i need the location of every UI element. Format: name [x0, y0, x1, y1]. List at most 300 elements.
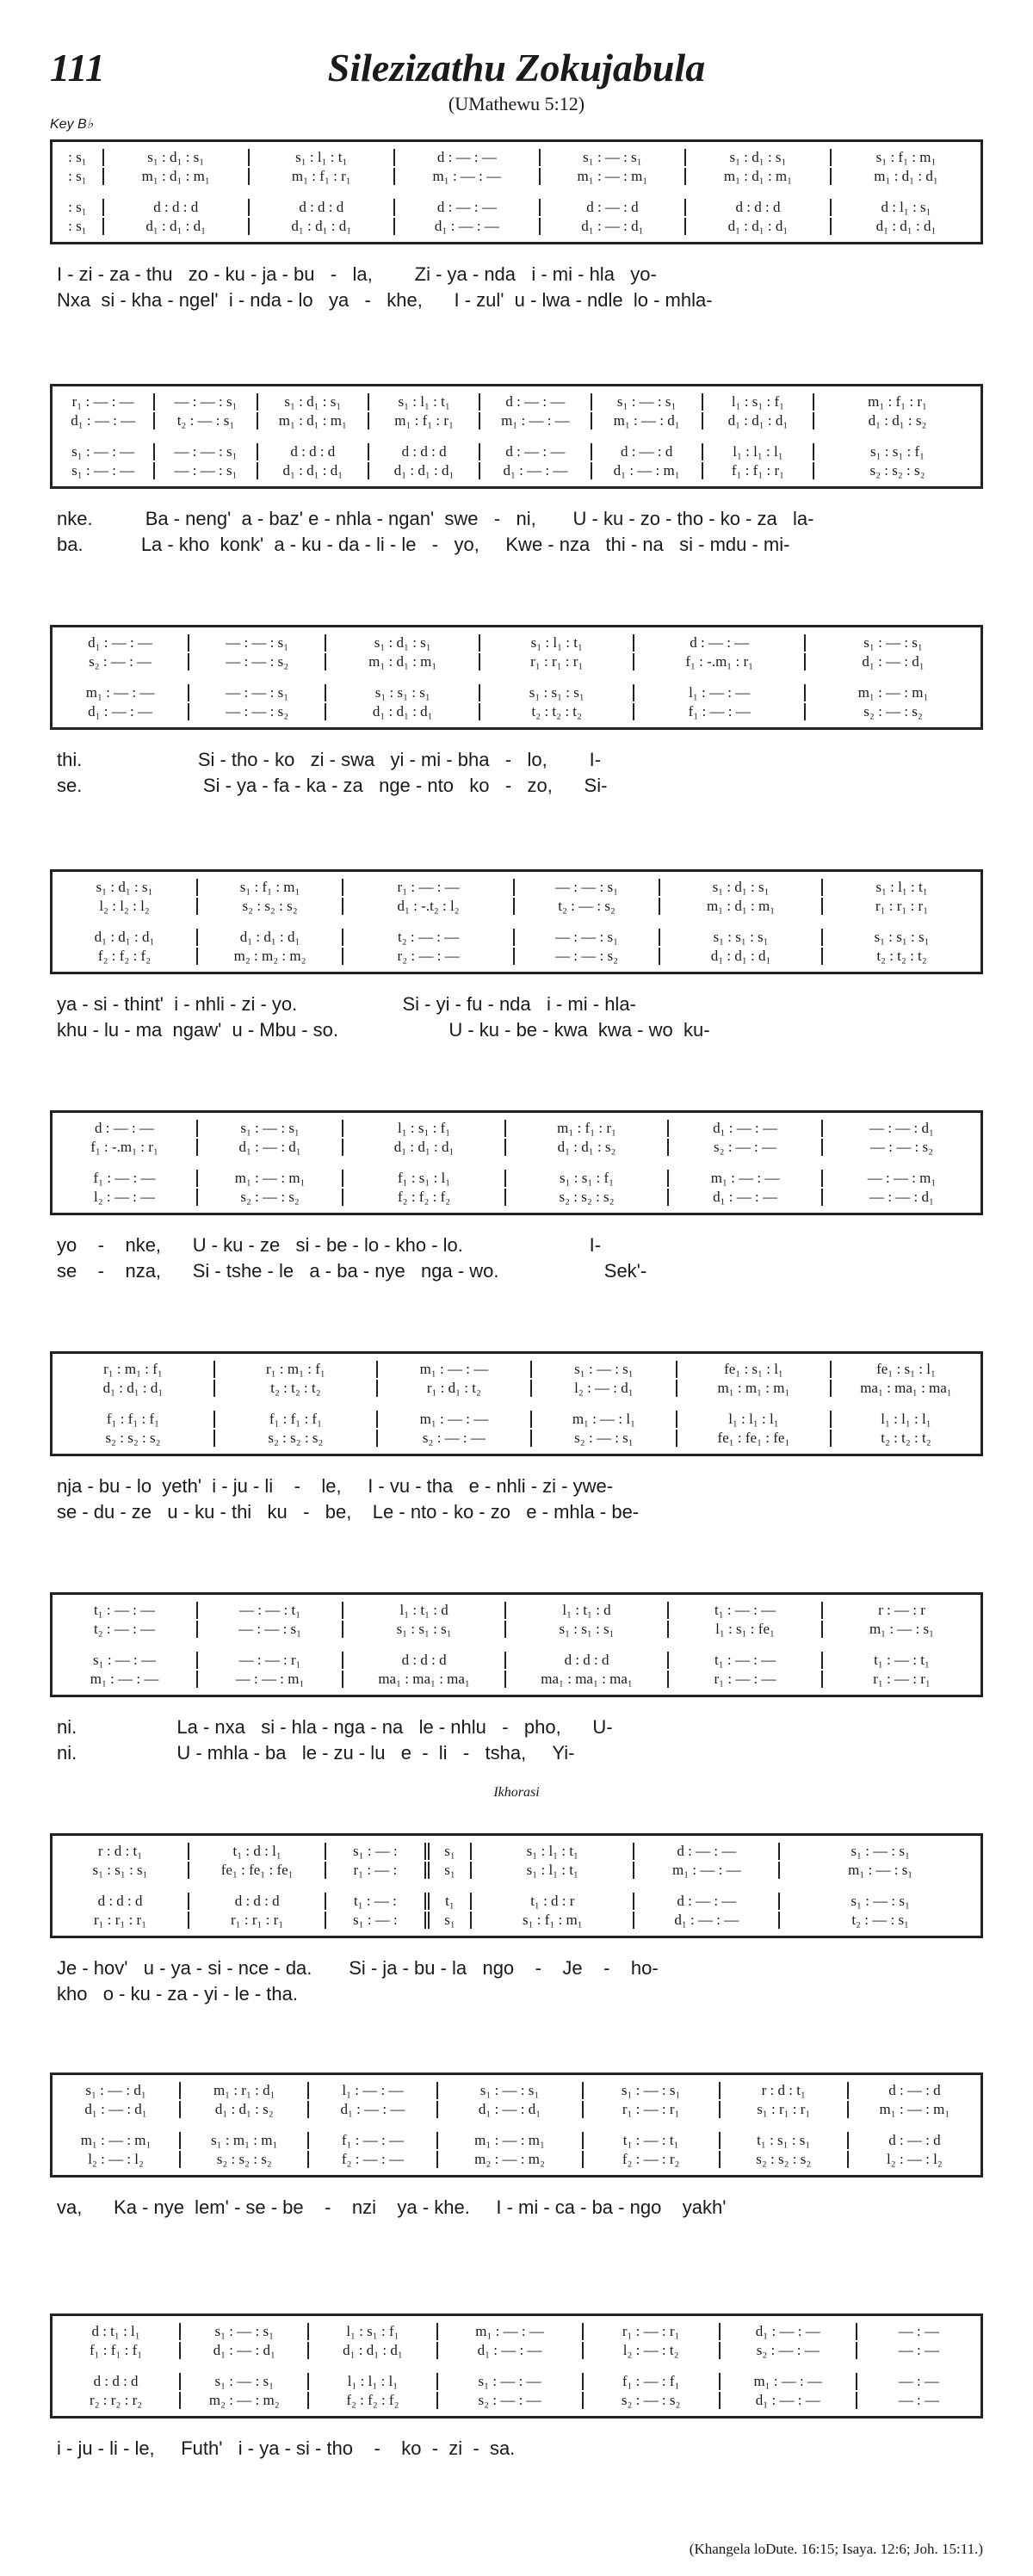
measure-cell: d₁ : d₁ : s₂ [506, 1139, 669, 1156]
measure-cell: — : — : s₁ [515, 879, 660, 896]
measure-cell: d₁ : — : — [669, 1189, 823, 1206]
voice-row [53, 1430, 980, 1447]
measure-cell: m₁ : — : — [669, 1170, 823, 1187]
measure-cell: f₁ : — : — [634, 703, 806, 720]
measure-cell: s₂ : — : — [438, 2392, 584, 2409]
measure-cell: d : d : d [506, 1652, 669, 1669]
measure-cell: l₁ : — : — [309, 2082, 437, 2099]
measure-cell: s₁ : — : s₁ [851, 1843, 910, 1859]
measure-cell: d₁ : d₁ : d₁ [104, 218, 250, 235]
measure-cell: d : t₁ : l₁ [53, 2323, 181, 2340]
measure-cell: d₁ : d₁ : d₁ [686, 218, 832, 235]
measure-cell: d : d : d [53, 2373, 181, 2390]
lyric-line: kho o - ku - za - yi - le - tha. [57, 1983, 298, 2005]
measure-cell: s₁ : l₁ : t₁ [472, 1843, 634, 1860]
voice-row [53, 1120, 980, 1137]
measure-cell: t₂ : — : — [53, 1621, 198, 1638]
measure-cell: d₁ : — : d₁ [862, 653, 925, 670]
measure-cell: t₂ : t₂ : t₂ [876, 948, 927, 964]
measure-cell: s₂ : — : s₁ [532, 1430, 677, 1447]
measure-cell: l₁ : s₁ : f₁ [309, 2323, 437, 2340]
measure-cell: s₁ : — : — [438, 2373, 584, 2390]
measure-cell: r₁ : — : [326, 1862, 429, 1879]
measure-cell: r₂ : — : — [343, 948, 515, 965]
measure-cell: r : d : t₁ [721, 2082, 849, 2099]
measure-cell: d : — : — [480, 443, 591, 460]
measure-cell: s₂ : — : — [378, 1430, 532, 1447]
voice-row [53, 412, 980, 429]
solfa-staff [50, 1592, 983, 1697]
measure-cell: — : — : s₁ [155, 462, 257, 479]
measure-cell: s₁ : s₁ : s₁ [326, 684, 480, 701]
measure-cell: s₁ : — : d₁ [53, 2082, 181, 2099]
measure-cell: l₁ : s₁ : f₁ [343, 1120, 506, 1137]
measure-cell: t₁ : — : — [669, 1652, 823, 1669]
measure-cell: r₁ : d₁ : t₂ [378, 1380, 532, 1397]
measure-cell: d₁ : d₁ : d₁ [703, 412, 814, 429]
lyric-line: thi. Si - tho - ko zi - swa yi - mi - bha - lo, I- [57, 749, 602, 770]
music-system [50, 869, 983, 1043]
measure-cell: s₁ : s₁ : f₁ [506, 1170, 669, 1187]
music-system [50, 2073, 983, 2221]
measure-cell: d : d : d [258, 443, 369, 460]
measure-cell: s₁ : d₁ : s₁ [258, 393, 369, 411]
measure-cell: d : d : d [189, 1893, 326, 1910]
lyric-line: se - nza, Si - tshe - le a - ba - nye nga - wo. Sek'- [57, 1260, 647, 1282]
measure-cell: d : d : d [104, 199, 250, 216]
measure-cell: s₁ [430, 1912, 473, 1929]
measure-cell: d₁ : d₁ : d₁ [309, 2342, 437, 2359]
measure-cell: fe₁ : fe₁ : fe₁ [677, 1430, 832, 1447]
measure-cell: — : — : d₁ [869, 1120, 934, 1136]
measure-cell: d : d : d [343, 1652, 506, 1669]
measure-cell: s₁ : s₁ : s₁ [660, 929, 823, 946]
measure-cell: r₁ : m₁ : f₁ [215, 1361, 378, 1378]
measure-cell: t₁ [430, 1893, 473, 1910]
lyric-line: ni. La - nxa si - hla - nga - na le - nhlu - pho, U- [57, 1716, 613, 1738]
measure-cell: s₂ : — : s₂ [198, 1189, 343, 1206]
measure-cell: l₁ : l₁ : l₁ [703, 443, 814, 460]
measure-cell: — : — : s₂ [189, 703, 326, 720]
measure-cell: — : — : s₁ [189, 684, 326, 701]
measure-cell: s₂ : — : — [669, 1139, 823, 1156]
measure-cell: l₁ : t₁ : d [506, 1602, 669, 1619]
measure-cell: f₁ : -.m₁ : r₁ [634, 653, 806, 670]
lyric-line: nja - bu - lo yeth' i - ju - li - le, I - vu - tha e - nhli - zi - ywe- [57, 1475, 614, 1497]
measure-cell: d : — : d [541, 199, 686, 216]
lyric-line: Nxa si - kha - ngel' i - nda - lo ya - khe, I - zul' u - lwa - ndle lo - mhla- [57, 289, 713, 311]
measure-cell: f₂ : — : — [309, 2151, 437, 2168]
measure-cell: t₁ : — : t₁ [584, 2132, 721, 2149]
measure-cell: — : — : s₁ [155, 443, 257, 460]
measure-cell: m₁ : — : — [395, 168, 541, 185]
measure-cell: d : d : d [250, 199, 395, 216]
lyric-line: khu - lu - ma ngaw' u - Mbu - so. U - ku - be - kwa kwa - wo ku- [57, 1019, 710, 1041]
measure-cell: f₁ : f₁ : r₁ [703, 462, 814, 479]
voice-row [53, 1189, 980, 1206]
measure-cell: m₁ : — : m₁ [438, 2132, 584, 2149]
measure-cell: d₁ : d₁ : d₁ [53, 1380, 215, 1397]
measure-cell: f₁ : s₁ : l₁ [343, 1170, 506, 1187]
voice-row [53, 2342, 980, 2359]
measure-cell: d₁ : — : d₁ [438, 2101, 584, 2118]
voice-row [53, 948, 980, 965]
measure-cell: r₁ : m₁ : f₁ [53, 1361, 215, 1378]
solfa-staff [50, 2073, 983, 2178]
measure-cell: s₁ : s₁ : s₁ [53, 1862, 189, 1879]
solfa-staff [50, 869, 983, 974]
measure-cell: — : — [898, 2373, 940, 2389]
measure-cell: — : — [898, 2392, 940, 2408]
music-system [50, 625, 983, 799]
measure-cell: s₁ : — : — [53, 443, 155, 460]
measure-cell: s₁ : r₁ : r₁ [721, 2101, 849, 2118]
measure-cell: — : — : s₁ [198, 1621, 343, 1638]
measure-cell: l₂ : — : — [53, 1189, 198, 1206]
solfa-staff [50, 139, 983, 244]
measure-cell: s₁ : — : s₁ [541, 149, 686, 166]
measure-cell: s₁ : f₁ : m₁ [875, 149, 937, 165]
voice-row [53, 1170, 980, 1187]
measure-cell: s₁ [430, 1862, 473, 1879]
measure-cell: d : d : d [686, 199, 832, 216]
measure-cell: s₁ : — : — [53, 1652, 198, 1669]
measure-cell: l₂ : — : t₂ [584, 2342, 721, 2359]
measure-cell: s₁ : — : s₁ [181, 2323, 309, 2340]
measure-cell: ma₁ : ma₁ : ma₁ [343, 1671, 506, 1688]
measure-cell: — : — : s₁ [155, 393, 257, 411]
measure-cell: — : — : s₂ [515, 948, 660, 965]
measure-cell: d₁ : — : d₁ [541, 218, 686, 235]
measure-cell: s₁ : f₁ : m₁ [472, 1912, 634, 1929]
measure-cell: r₁ : — : r₁ [584, 2323, 721, 2340]
measure-cell: s₁ : d₁ : s₁ [660, 879, 823, 896]
measure-cell: — : — : s₁ [515, 929, 660, 946]
measure-cell: d₁ : — : — [309, 2101, 437, 2118]
measure-cell: l₁ : t₁ : d [343, 1602, 506, 1619]
measure-cell: s₁ : — : s₁ [851, 1893, 910, 1909]
measure-cell: ma₁ : ma₁ : ma₁ [860, 1380, 952, 1396]
measure-cell: : s₁ [53, 149, 104, 166]
measure-cell: ma₁ : ma₁ : ma₁ [506, 1671, 669, 1688]
measure-cell: m₁ : — : d₁ [592, 412, 703, 429]
solfa-staff [50, 625, 983, 730]
measure-cell: s₂ : — : — [53, 653, 189, 670]
voice-row [53, 168, 980, 185]
voice-row [53, 1843, 980, 1860]
measure-cell: m₂ : m₂ : m₂ [198, 948, 343, 965]
measure-cell: s₁ [430, 1843, 473, 1860]
voice-row [53, 218, 980, 235]
measure-cell: s₁ : l₁ : t₁ [250, 149, 395, 166]
chorus-label: Ikhorasi [493, 1785, 540, 1800]
measure-cell: t₂ : t₂ : t₂ [881, 1430, 931, 1446]
voice-row [53, 2373, 980, 2390]
measure-cell: s₁ : s₁ : s₁ [480, 684, 634, 701]
music-system [50, 1592, 983, 1766]
measure-cell: f₁ : f₁ : f₁ [215, 1411, 378, 1428]
measure-cell: — : — : r₁ [198, 1652, 343, 1669]
measure-cell: m₁ : d₁ : m₁ [326, 653, 480, 670]
lyric-line: yo - nke, U - ku - ze si - be - lo - kho - lo. I- [57, 1234, 602, 1256]
measure-cell: s₁ : — : [326, 1912, 429, 1929]
music-system [50, 1351, 983, 1525]
measure-cell: s₁ : l₁ : t₁ [472, 1862, 634, 1879]
measure-cell: s₁ : d₁ : s₁ [53, 879, 198, 896]
measure-cell: d₁ : — : — [634, 1912, 780, 1929]
measure-cell: m₁ : f₁ : r₁ [369, 412, 480, 429]
song-title: Silezizathu Zokujabula [327, 46, 706, 90]
measure-cell: l₁ : s₁ : f₁ [703, 393, 814, 411]
measure-cell: d₁ : — : d₁ [198, 1139, 343, 1156]
measure-cell: d : — : — [634, 1893, 780, 1910]
measure-cell: m₁ : — : — [53, 1671, 198, 1688]
measure-cell: d : — : — [395, 199, 541, 216]
voice-row [53, 2151, 980, 2168]
measure-cell: s₁ : s₁ : f₁ [869, 443, 925, 460]
measure-cell: d₁ : — : — [721, 2323, 857, 2340]
voice-row [53, 393, 980, 411]
measure-cell: s₂ : — : s₂ [584, 2392, 721, 2409]
solfa-staff [50, 2313, 983, 2418]
voice-row [53, 149, 980, 166]
measure-cell: m₂ : — : m₂ [181, 2392, 309, 2409]
measure-cell: l₁ : s₁ : fe₁ [669, 1621, 823, 1638]
measure-cell: s₁ : d₁ : s₁ [104, 149, 250, 166]
measure-cell: m₁ : — : s₁ [848, 1862, 913, 1878]
lyric-line: va, Ka - nye lem' - se - be - nzi ya - khe. I - mi - ca - ba - ngo yakh' [57, 2196, 727, 2218]
measure-cell: m₁ : — : m₁ [879, 2101, 950, 2117]
measure-cell: — : — [898, 2323, 940, 2339]
measure-cell: d : — : — [53, 1120, 198, 1137]
solfa-staff [50, 1351, 983, 1456]
measure-cell: m₁ : r₁ : d₁ [181, 2082, 309, 2099]
measure-cell: d₁ : — : d₁ [53, 2101, 181, 2118]
measure-cell: s₁ : — : [326, 1843, 429, 1860]
measure-cell: t₁ : d : r [472, 1893, 634, 1910]
measure-cell: s₁ : m₁ : m₁ [181, 2132, 309, 2149]
solfa-staff [50, 1110, 983, 1215]
measure-cell: s₁ : f₁ : m₁ [198, 879, 343, 896]
measure-cell: f₁ : -.m₁ : r₁ [53, 1139, 198, 1156]
voice-row [53, 1671, 980, 1688]
voice-row [53, 1652, 980, 1669]
measure-cell: d₁ : d₁ : d₁ [53, 929, 198, 946]
measure-cell: m₁ : d₁ : d₁ [874, 168, 938, 184]
measure-cell: f₂ : f₂ : f₂ [343, 1189, 506, 1206]
voice-row [53, 653, 980, 670]
voice-row [53, 1361, 980, 1378]
measure-cell: d : — : — [480, 393, 591, 411]
measure-cell: s₂ : — : — [721, 2342, 857, 2359]
voice-row [53, 199, 980, 216]
measure-cell: — : — : m₁ [198, 1671, 343, 1688]
measure-cell: t₁ : — : t₁ [874, 1652, 930, 1668]
voice-row [53, 879, 980, 896]
measure-cell: d₁ : d₁ : s₂ [868, 412, 927, 429]
measure-cell: t₂ : — : s₂ [515, 898, 660, 915]
measure-cell: s₁ : — : s₁ [198, 1120, 343, 1137]
measure-cell: d₁ : d₁ : d₁ [326, 703, 480, 720]
measure-cell: r : d : t₁ [53, 1843, 189, 1860]
measure-cell: f₁ : — : f₁ [584, 2373, 721, 2390]
voice-row [53, 1380, 980, 1397]
lyric-line: ya - si - thint' i - nhli - zi - yo. Si - yi - fu - nda i - mi - hla- [57, 993, 636, 1015]
measure-cell: d₁ : — : — [438, 2342, 584, 2359]
voice-row [53, 1139, 980, 1156]
measure-cell: r : — : r [878, 1602, 925, 1618]
measure-cell: m₁ : f₁ : r₁ [506, 1120, 669, 1137]
measure-cell: s₂ : s₂ : s₂ [53, 1430, 215, 1447]
solfa-staff [50, 384, 983, 489]
measure-cell: m₁ : — : s₁ [869, 1621, 935, 1637]
measure-cell: r₁ : r₁ : r₁ [875, 898, 929, 914]
measure-cell: s₁ : s₁ : s₁ [343, 1621, 506, 1638]
measure-cell: r₂ : r₂ : r₂ [53, 2392, 181, 2409]
voice-row [53, 929, 980, 946]
measure-cell: s₂ : s₂ : s₂ [721, 2151, 849, 2168]
measure-cell: m₁ : m₁ : m₁ [677, 1380, 832, 1397]
measure-cell: f₂ : f₂ : f₂ [309, 2392, 437, 2409]
measure-cell: d : — : d [888, 2132, 941, 2148]
measure-cell: r₁ : — : — [53, 393, 155, 411]
measure-cell: m₁ : f₁ : r₁ [250, 168, 395, 185]
voice-row [53, 1621, 980, 1638]
measure-cell: l₂ : — : l₂ [53, 2151, 181, 2168]
measure-cell: m₁ : d₁ : m₁ [104, 168, 250, 185]
measure-cell: t₁ : d : l₁ [189, 1843, 326, 1860]
measure-cell: l₁ : l₁ : l₁ [881, 1411, 931, 1427]
voice-row [53, 1411, 980, 1428]
measure-cell: m₁ : — : — [378, 1361, 532, 1378]
voice-row [53, 703, 980, 720]
measure-cell: m₁ : — : m₁ [53, 2132, 181, 2149]
voice-row [53, 898, 980, 915]
music-system [50, 384, 983, 558]
measure-cell: d₁ : — : — [53, 634, 189, 652]
lyric-line: I - zi - za - thu zo - ku - ja - bu - la, Zi - ya - nda i - mi - hla yo- [57, 263, 657, 285]
measure-cell: t₂ : t₂ : t₂ [215, 1380, 378, 1397]
measure-cell: m₁ : — : l₁ [532, 1411, 677, 1428]
measure-cell: l₁ : l₁ : l₁ [677, 1411, 832, 1428]
measure-cell: d₁ : — : — [395, 218, 541, 235]
footer-references: (Khangela loDute. 16:15; Isaya. 12:6; Joh. 15:11.) [689, 2541, 983, 2557]
measure-cell: d : d : d [369, 443, 480, 460]
measure-cell: s₁ : d₁ : s₁ [686, 149, 832, 166]
measure-cell: r₁ : — : — [343, 879, 515, 896]
measure-cell: l₁ : — : — [634, 684, 806, 701]
scripture-reference: (UMathewu 5:12) [448, 93, 585, 114]
measure-cell: m₁ : d₁ : m₁ [686, 168, 832, 185]
measure-cell: s₂ : s₂ : s₂ [215, 1430, 378, 1447]
measure-cell: s₂ : s₂ : s₂ [198, 898, 343, 915]
measure-cell: : s₁ [53, 199, 104, 216]
measure-cell: f₁ : f₁ : f₁ [53, 1411, 215, 1428]
measure-cell: d : — : — [634, 634, 806, 652]
lyric-line: Je - hov' u - ya - si - nce - da. Si - ja - bu - la ngo - Je - ho- [57, 1957, 659, 1979]
measure-cell: r₁ : r₁ : r₁ [480, 653, 634, 670]
measure-cell: m₁ : — : — [53, 684, 189, 701]
measure-cell: t₁ : — : [326, 1893, 429, 1910]
measure-cell: — : — : t₁ [198, 1602, 343, 1619]
measure-cell: r₁ : r₁ : r₁ [189, 1912, 326, 1929]
measure-cell: s₁ : s₁ : s₁ [874, 929, 930, 945]
measure-cell: l₂ : — : l₂ [887, 2151, 943, 2167]
lyric-line: nke. Ba - neng' a - baz' e - nhla - ngan' swe - ni, U - ku - zo - tho - ko - za la- [57, 508, 814, 529]
measure-cell: fe₁ : fe₁ : fe₁ [189, 1862, 326, 1879]
music-system [50, 1110, 983, 1284]
measure-cell: m₁ : d₁ : m₁ [258, 412, 369, 429]
lyric-line: se - du - ze u - ku - thi ku - be, Le - nto - ko - zo e - mhla - be- [57, 1501, 640, 1523]
measure-cell: r₁ : — : r₁ [873, 1671, 931, 1687]
song-number: 111 [50, 46, 105, 90]
measure-cell: d : l₁ : s₁ [881, 199, 931, 215]
measure-cell: m₁ : — : — [480, 412, 591, 429]
voice-row [53, 2392, 980, 2409]
measure-cell: d : — : — [395, 149, 541, 166]
measure-cell: : s₁ [53, 218, 104, 235]
measure-cell: s₁ : — : s₁ [863, 634, 923, 651]
measure-cell: l₂ : l₂ : l₂ [53, 898, 198, 915]
song-header [50, 45, 983, 114]
measure-cell: f₁ : — : — [309, 2132, 437, 2149]
measure-cell: — : — : s₂ [189, 653, 326, 670]
measure-cell: — : — : m₁ [867, 1170, 937, 1186]
measure-cell: m₁ : — : — [634, 1862, 780, 1879]
measure-cell: d₁ : d₁ : d₁ [660, 948, 823, 965]
measure-cell: m₁ : d₁ : m₁ [660, 898, 823, 915]
measure-cell: m₁ : — : — [438, 2323, 584, 2340]
measure-cell: s₁ : — : — [53, 462, 155, 479]
voice-row [53, 462, 980, 479]
voice-row [53, 684, 980, 701]
measure-cell: s₁ : — : s₁ [438, 2082, 584, 2099]
measure-cell: d₁ : d₁ : d₁ [369, 462, 480, 479]
measure-cell: s₂ : — : s₂ [863, 703, 923, 720]
measure-cell: s₂ : s₂ : s₂ [869, 462, 925, 479]
measure-cell: s₁ : — : s₁ [532, 1361, 677, 1378]
measure-cell: d₁ : d₁ : d₁ [343, 1139, 506, 1156]
measure-cell: s₂ : s₂ : s₂ [506, 1189, 669, 1206]
lyric-line: i - ju - li - le, Futh' i - ya - si - tho - ko - zi - sa. [57, 2437, 516, 2459]
measure-cell: — : — : s₁ [189, 634, 326, 652]
measure-cell: t₂ : — : s₁ [155, 412, 257, 429]
key-signature: Key B♭ [50, 117, 94, 132]
music-system [50, 2313, 983, 2462]
lyric-line: se. Si - ya - fa - ka - za nge - nto ko - zo, Si- [57, 775, 608, 796]
measure-cell: s₁ : l₁ : t₁ [875, 879, 928, 895]
lyric-line: ba. La - kho konk' a - ku - da - li - le - yo, Kwe - nza thi - na si - mdu - mi- [57, 534, 790, 555]
measure-cell: f₁ : f₁ : f₁ [53, 2342, 181, 2359]
measure-cell: s₁ : d₁ : s₁ [326, 634, 480, 652]
measure-cell: d₁ : d₁ : d₁ [250, 218, 395, 235]
music-system [50, 1833, 983, 2007]
measure-cell: m₁ : — : — [378, 1411, 532, 1428]
measure-cell: t₂ : — : s₁ [851, 1912, 909, 1928]
measure-cell: l₁ : l₁ : l₁ [309, 2373, 437, 2390]
measure-cell: s₂ : s₂ : s₂ [181, 2151, 309, 2168]
measure-cell: m₁ : — : m₁ [857, 684, 929, 701]
measure-cell: d₁ : — : — [53, 412, 155, 429]
measure-cell: s₁ : — : s₁ [592, 393, 703, 411]
measure-cell: s₁ : l₁ : t₁ [480, 634, 634, 652]
solfa-staff [50, 1833, 983, 1938]
measure-cell: f₂ : f₂ : f₂ [53, 948, 198, 965]
measure-cell: fe₁ : s₁ : l₁ [876, 1361, 936, 1377]
measure-cell: m₂ : — : m₂ [438, 2151, 584, 2168]
measure-cell: r₁ : r₁ : r₁ [53, 1912, 189, 1929]
measure-cell: s₁ : l₁ : t₁ [369, 393, 480, 411]
